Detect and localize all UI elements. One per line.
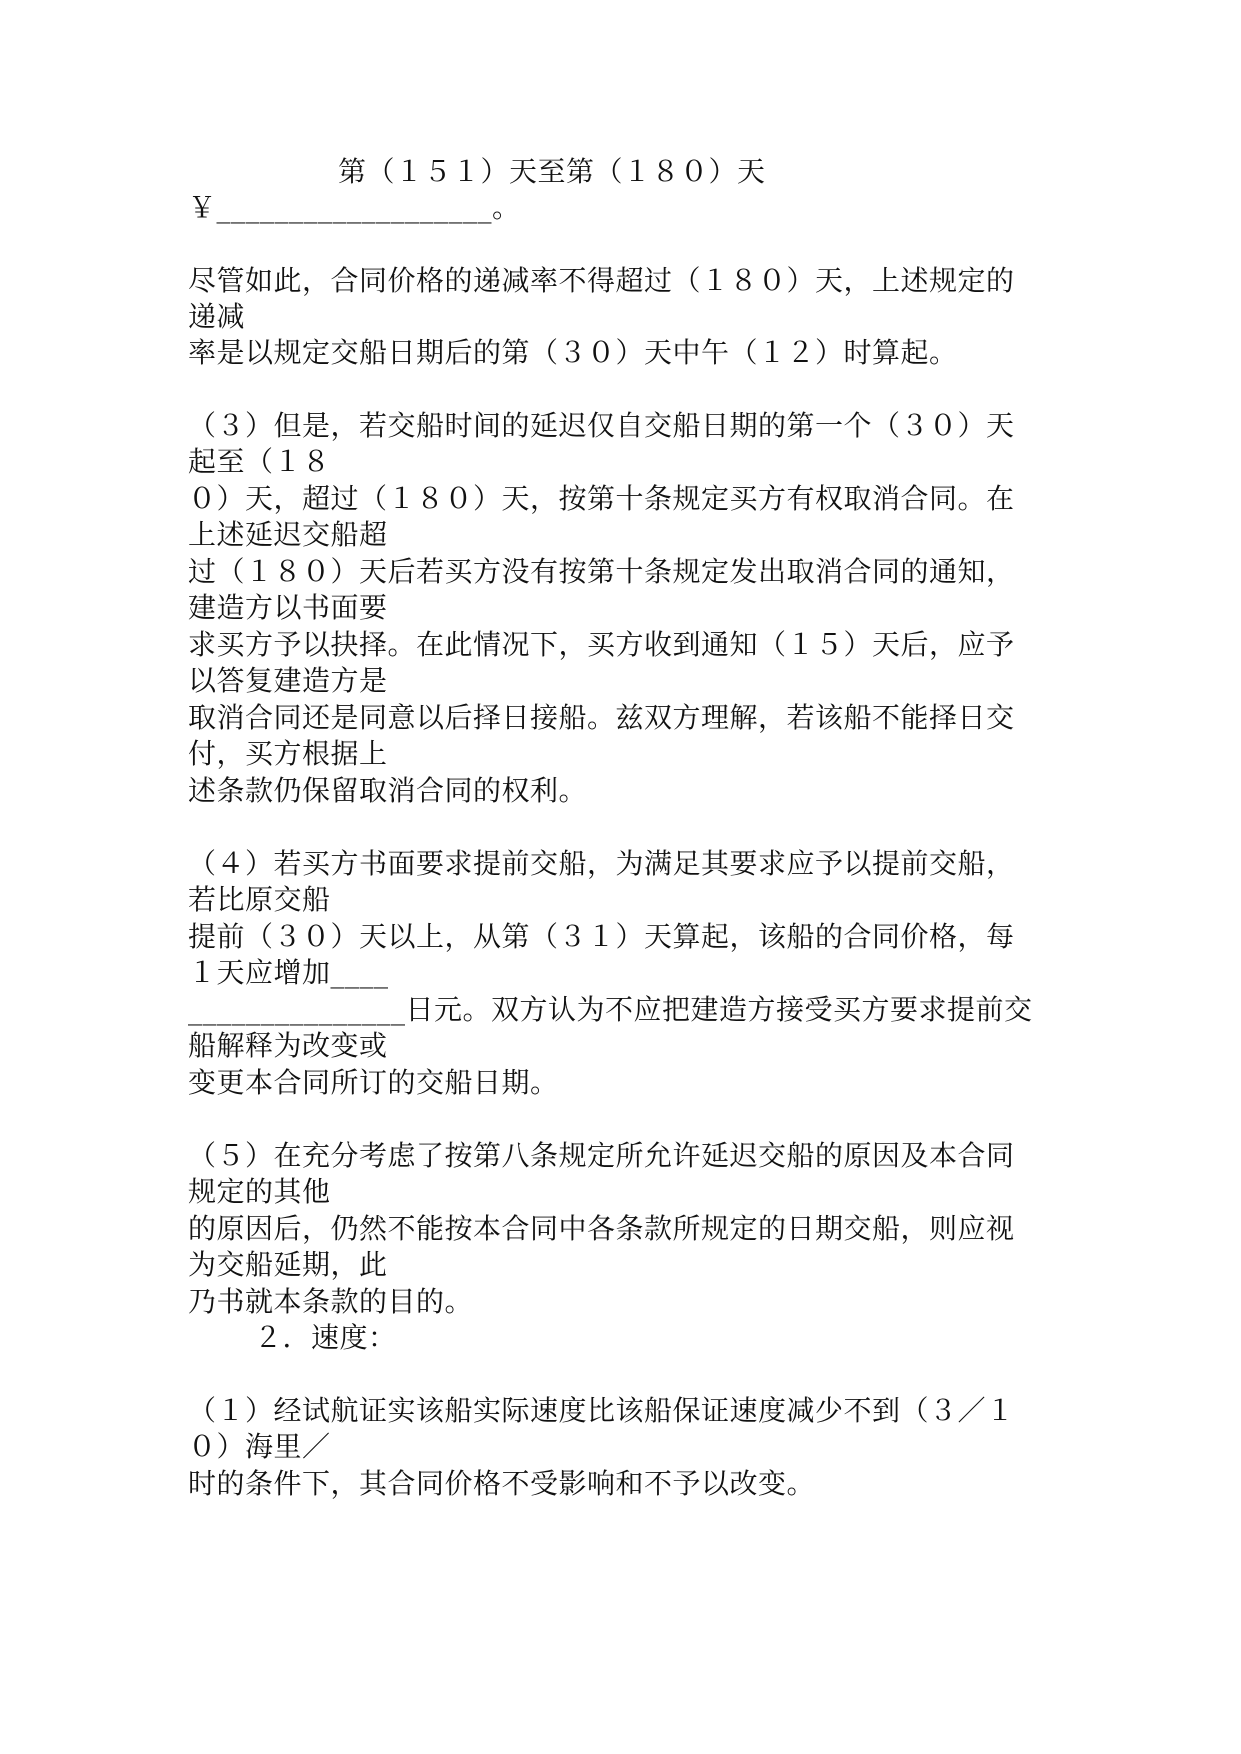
text-line-25: 规定的其他 bbox=[188, 1175, 331, 1208]
text-line-32: 时的条件下，其合同价格不受影响和不予以改变。 bbox=[188, 1467, 816, 1500]
text-line-13: 以答复建造方是 bbox=[188, 664, 388, 697]
text-line-3: 尽管如此，合同价格的递减率不得超过（１８０）天，上述规定的 bbox=[188, 264, 1015, 297]
text-line-14: 取消合同还是同意以后择日接船。兹双方理解，若该船不能择日交 bbox=[188, 701, 1015, 734]
text-line-12: 求买方予以抉择。在此情况下，买方收到通知（１５）天后，应予 bbox=[188, 628, 1015, 661]
text-line-24: （５）在充分考虑了按第八条规定所允许延迟交船的原因及本合同 bbox=[188, 1139, 1015, 1172]
section-heading-speed: ２．速度： bbox=[254, 1321, 397, 1354]
text-line-31: ０）海里／ bbox=[188, 1430, 331, 1463]
text-line-22: 船解释为改变或 bbox=[188, 1029, 388, 1062]
text-line-1: 第（１５１）天至第（１８０）天 bbox=[338, 155, 766, 188]
text-line-15: 付，买方根据上 bbox=[188, 737, 388, 770]
text-line-27: 为交船延期，此 bbox=[188, 1248, 388, 1281]
text-line-8: ０）天，超过（１８０）天，按第十条规定买方有权取消合同。在 bbox=[188, 482, 1015, 515]
text-line-2: ￥___________________。 bbox=[188, 191, 521, 224]
text-line-18: 若比原交船 bbox=[188, 883, 331, 916]
text-line-7: 起至（１８ bbox=[188, 445, 331, 478]
text-line-23: 变更本合同所订的交船日期。 bbox=[188, 1066, 559, 1099]
text-line-20: １天应增加____ bbox=[188, 956, 389, 989]
text-line-21: _______________日元。双方认为不应把建造方接受买方要求提前交 bbox=[188, 993, 1033, 1026]
text-line-9: 上述延迟交船超 bbox=[188, 518, 388, 551]
text-line-30: （１）经试航证实该船实际速度比该船保证速度减少不到（３／１ bbox=[188, 1394, 1015, 1427]
text-line-10: 过（１８０）天后若买方没有按第十条规定发出取消合同的通知， bbox=[188, 555, 1015, 588]
text-line-4: 递减 bbox=[188, 300, 246, 333]
text-line-5: 率是以规定交船日期后的第（３０）天中午（１２）时算起。 bbox=[188, 336, 958, 369]
text-line-17: （４）若买方书面要求提前交船，为满足其要求应予以提前交船， bbox=[188, 847, 1015, 880]
text-line-6: （３）但是，若交船时间的延迟仅自交船日期的第一个（３０）天 bbox=[188, 409, 1015, 442]
text-line-28: 乃书就本条款的目的。 bbox=[188, 1285, 474, 1318]
text-line-16: 述条款仍保留取消合同的权利。 bbox=[188, 774, 588, 807]
text-line-19: 提前（３０）天以上，从第（３１）天算起，该船的合同价格，每 bbox=[188, 920, 1015, 953]
text-line-11: 建造方以书面要 bbox=[188, 591, 388, 624]
text-line-26: 的原因后，仍然不能按本合同中各条款所规定的日期交船，则应视 bbox=[188, 1212, 1015, 1245]
